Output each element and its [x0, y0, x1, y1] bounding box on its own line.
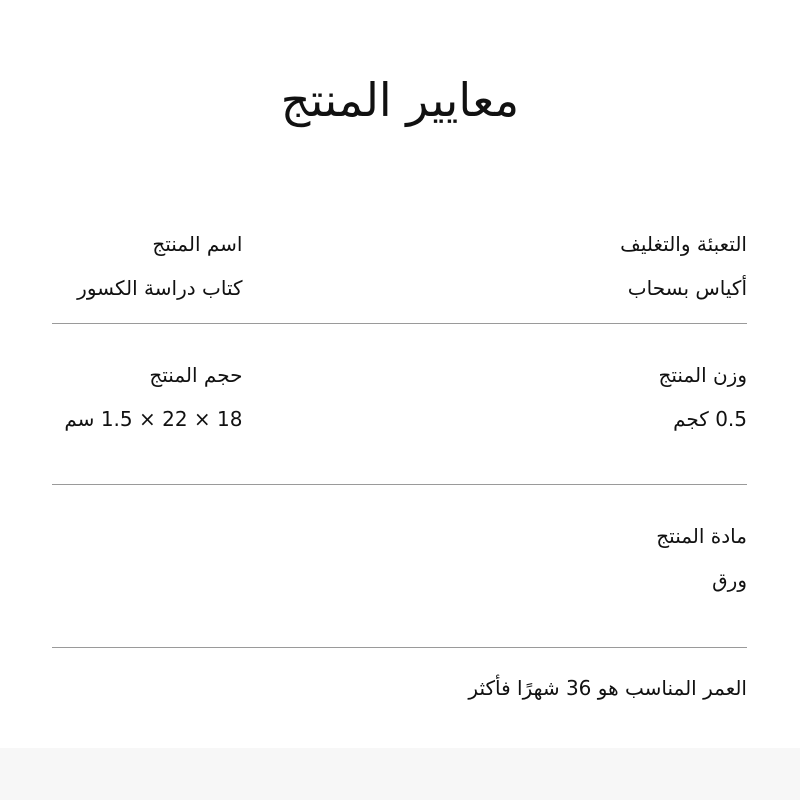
spec-label: اسم المنتج: [152, 232, 243, 256]
spec-value: كتاب دراسة الكسور: [77, 276, 243, 300]
spec-label: التعبئة والتغليف: [620, 232, 747, 256]
spec-value: 18 × 22 × 1.5 سم: [64, 407, 243, 431]
bottom-band: [0, 748, 800, 800]
spec-value: ورق: [712, 568, 747, 592]
spec-row: [52, 324, 747, 485]
spec-cell-empty: [52, 485, 400, 647]
spec-label: مادة المنتج: [656, 524, 747, 548]
page-title: معايير المنتج: [280, 73, 520, 127]
spec-label: وزن المنتج: [658, 363, 747, 387]
spec-cell-weight: [400, 324, 748, 484]
spec-cell-product-name: [52, 224, 400, 323]
spec-label: حجم المنتج: [149, 363, 243, 387]
spec-cell-size: [52, 324, 400, 484]
spec-row: [52, 485, 747, 648]
spec-cell-packaging: [400, 224, 748, 323]
age-note: العمر المناسب هو 36 شهرًا فأكثر: [468, 676, 747, 700]
spec-value: 0.5 كجم: [673, 407, 747, 431]
spec-row: [52, 224, 747, 324]
spec-cell-material: [400, 485, 748, 647]
specs-table: [52, 224, 747, 648]
spec-value: أكياس بسحاب: [627, 276, 747, 300]
